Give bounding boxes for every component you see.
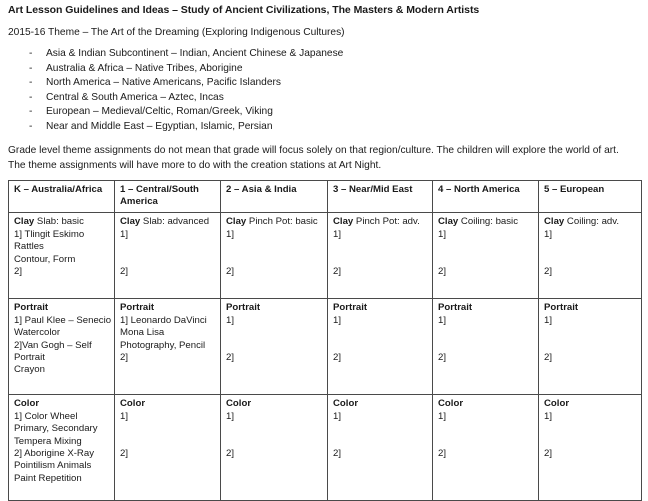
cell-category-label: Color (544, 398, 570, 410)
cell-heading (544, 216, 637, 228)
cell-detail-line: Photography, Pencil (120, 339, 206, 351)
cell-detail-line: 1] (333, 228, 342, 240)
table-row (9, 213, 642, 299)
cell-spacer-line (544, 327, 637, 339)
cell-detail-line: 2] (333, 265, 342, 277)
cell-heading (333, 302, 428, 314)
table-cell (115, 395, 221, 501)
cell-detail-line: Tempera Mixing (14, 435, 82, 447)
region-bullet-label: European – Medieval/Celtic, Roman/Greek, Viking (46, 106, 273, 118)
table-cell (9, 395, 115, 501)
cell-heading (226, 302, 323, 314)
cell-category-label: Portrait (438, 302, 473, 314)
cell-spacer-line (226, 340, 323, 352)
cell-category-label: Color (120, 398, 146, 410)
cell-spacer-line (333, 423, 428, 435)
cell-category-label: Portrait (226, 302, 261, 314)
cell-category-label: Portrait (544, 302, 579, 314)
cell-detail-line: 1] (226, 410, 235, 422)
cell-heading (120, 398, 216, 410)
region-bullet-list (8, 47, 641, 135)
table-row (9, 299, 642, 395)
cell-detail-line: 2] (14, 266, 23, 277)
cell-heading (226, 216, 323, 228)
cell-detail-line: Watercolor (14, 327, 61, 339)
bullet-dash-marker: - (29, 120, 33, 132)
bullet-dash-marker: - (29, 91, 33, 103)
cell-spacer-line (120, 436, 216, 448)
cell-detail-line: 2] (226, 351, 235, 363)
region-bullet-item (8, 120, 641, 135)
cell-category-label: Portrait (14, 302, 49, 314)
cell-category-label: Clay (333, 216, 354, 228)
table-cell (115, 213, 221, 299)
cell-detail-line: 1] (544, 228, 553, 240)
region-bullet-item (8, 47, 641, 62)
cell-spacer-line (438, 423, 534, 435)
cell-detail-line: 1] Leonardo DaVinci (120, 314, 207, 326)
cell-technique-label: Coiling: basic (458, 216, 518, 228)
cell-detail-line: 2] Aborigine X-Ray (14, 448, 94, 459)
cell-heading (14, 216, 110, 228)
cell-technique-label: Coiling: adv. (564, 216, 620, 228)
cell-detail-line: 1] (438, 314, 447, 326)
region-bullet-label: North America – Native Americans, Pacific Islanders (46, 77, 281, 89)
cell-category-label: Color (226, 398, 252, 410)
cell-heading (544, 302, 637, 314)
cell-detail-line: Portrait (14, 352, 45, 363)
cell-detail-line: 1] (544, 410, 553, 422)
cell-heading (438, 302, 534, 314)
table-cell (328, 213, 433, 299)
cell-detail-line: 2] (226, 447, 235, 459)
cell-heading (438, 398, 534, 410)
cell-detail-line: 2] (333, 351, 342, 363)
cell-spacer-line (120, 254, 216, 266)
bullet-dash-marker: - (29, 106, 33, 118)
cell-detail-line: Mona Lisa (120, 327, 165, 339)
region-bullet-label: Australia & Africa – Native Tribes, Aborigine (46, 62, 243, 74)
table-cell (433, 395, 539, 501)
cell-spacer-line (226, 241, 323, 253)
table-cell (115, 299, 221, 395)
column-header: K – Australia/Africa (9, 180, 115, 213)
cell-spacer-line (544, 241, 637, 253)
cell-category-label: Color (333, 398, 359, 410)
region-bullet-item (8, 105, 641, 120)
table-cell (539, 299, 642, 395)
cell-spacer-line (438, 241, 534, 253)
grade-assignment-note: Grade level theme assignments do not mean that grade will focus solely on that region/culture. The children will explore the world of art. The theme assignments will have more to do with the creation stations at Art Night. (8, 144, 619, 171)
cell-heading (438, 216, 534, 228)
cell-category-label: Clay (120, 216, 141, 228)
column-header: 1 – Central/South America (115, 180, 221, 213)
table-body (9, 213, 642, 501)
cell-detail-line: 2] (544, 265, 553, 277)
theme-subtitle: 2015-16 Theme – The Art of the Dreaming (Exploring Indigenous Cultures) (8, 27, 345, 38)
cell-detail-line: 1] Tlingit Eskimo (14, 228, 85, 240)
cell-spacer-line (544, 254, 637, 266)
cell-spacer-line (544, 423, 637, 435)
table-cell (539, 395, 642, 501)
region-bullet-item (8, 76, 641, 91)
cell-heading (333, 216, 428, 228)
region-bullet-label: Central & South America – Aztec, Incas (46, 91, 224, 103)
cell-category-label: Color (14, 398, 40, 410)
cell-heading (120, 302, 216, 314)
cell-detail-line: 1] (544, 314, 553, 326)
cell-detail-line: 2] (120, 265, 129, 277)
cell-heading (544, 398, 637, 410)
cell-spacer-line (333, 327, 428, 339)
cell-category-label: Clay (438, 216, 459, 228)
bullet-dash-marker: - (29, 77, 33, 89)
cell-detail-line: Crayon (14, 364, 45, 376)
cell-detail-line: Primary, Secondary (14, 423, 98, 435)
cell-detail-line: Pointilism Animals (14, 460, 92, 472)
cell-spacer-line (438, 327, 534, 339)
cell-heading (333, 398, 428, 410)
cell-detail-line: 2] (438, 447, 447, 459)
cell-detail-line: 1] Paul Klee – Senecio (14, 314, 112, 326)
cell-category-label: Portrait (333, 302, 368, 314)
table-cell (328, 299, 433, 395)
cell-spacer-line (438, 254, 534, 266)
cell-technique-label: Slab: basic (34, 216, 84, 228)
table-cell (539, 213, 642, 299)
cell-heading (14, 302, 110, 314)
table-row (9, 395, 642, 501)
cell-detail-line: 1] (120, 228, 129, 240)
table-cell (9, 299, 115, 395)
region-bullet-item (8, 62, 641, 77)
cell-detail-line: 2] (438, 351, 447, 363)
cell-heading (226, 398, 323, 410)
cell-spacer-line (333, 340, 428, 352)
cell-spacer-line (333, 254, 428, 266)
cell-spacer-line (120, 423, 216, 435)
region-bullet-item (8, 91, 641, 106)
lesson-matrix-table (8, 180, 642, 501)
cell-detail-line: Rattles (14, 241, 44, 253)
column-header: 4 – North America (433, 180, 539, 213)
cell-detail-line: 2] (333, 447, 342, 459)
region-bullet-label: Asia & Indian Subcontinent – Indian, Ancient Chinese & Japanese (46, 48, 344, 59)
cell-spacer-line (438, 436, 534, 448)
table-cell (433, 213, 539, 299)
cell-spacer-line (333, 436, 428, 448)
cell-detail-line: 2] (438, 265, 447, 277)
cell-detail-line: 1] (226, 314, 235, 326)
cell-detail-line: 2]Van Gogh – Self (14, 339, 92, 351)
cell-detail-line: 2] (120, 447, 129, 459)
column-header: 3 – Near/Mid East (328, 180, 433, 213)
page-title: Art Lesson Guidelines and Ideas – Study of Ancient Civilizations, The Masters & Modern Artists (8, 4, 480, 16)
table-cell (328, 395, 433, 501)
cell-category-label: Clay (14, 216, 35, 228)
cell-heading (120, 216, 216, 228)
table-header-row (9, 180, 642, 213)
cell-category-label: Clay (544, 216, 565, 228)
cell-spacer-line (226, 436, 323, 448)
cell-spacer-line (544, 340, 637, 352)
cell-detail-line: 2] (226, 265, 235, 277)
table-cell (221, 395, 328, 501)
cell-detail-line: 1] (438, 410, 447, 422)
cell-detail-line: 2] (120, 352, 129, 363)
cell-detail-line: Paint Repetition (14, 472, 82, 484)
cell-heading (14, 398, 110, 410)
cell-category-label: Color (438, 398, 464, 410)
cell-category-label: Clay (226, 216, 247, 228)
table-cell (221, 299, 328, 395)
column-header: 5 – European (539, 180, 642, 213)
cell-spacer-line (226, 254, 323, 266)
bullet-dash-marker: - (29, 48, 33, 59)
cell-spacer-line (226, 423, 323, 435)
cell-spacer-line (333, 241, 428, 253)
cell-detail-line: 1] (120, 410, 129, 422)
cell-spacer-line (438, 340, 534, 352)
table-cell (9, 213, 115, 299)
cell-detail-line: 2] (544, 351, 553, 363)
cell-detail-line: 1] (333, 410, 342, 422)
cell-spacer-line (544, 436, 637, 448)
cell-detail-line: 1] (438, 228, 447, 240)
cell-technique-label: Pinch Pot: adv. (353, 216, 420, 228)
cell-technique-label: Pinch Pot: basic (246, 216, 318, 228)
table-cell (433, 299, 539, 395)
column-header: 2 – Asia & India (221, 180, 328, 213)
table-cell (221, 213, 328, 299)
cell-spacer-line (120, 241, 216, 253)
cell-detail-line: 2] (544, 447, 553, 459)
cell-category-label: Portrait (120, 302, 155, 314)
cell-detail-line: 1] Color Wheel (14, 410, 78, 422)
cell-detail-line: Contour, Form (14, 253, 76, 265)
cell-technique-label: Slab: advanced (140, 216, 210, 228)
bullet-dash-marker: - (29, 62, 33, 74)
table-header (9, 180, 642, 213)
cell-detail-line: 1] (333, 314, 342, 326)
cell-spacer-line (226, 327, 323, 339)
cell-detail-line: 1] (226, 228, 235, 240)
region-bullet-label: Near and Middle East – Egyptian, Islamic, Persian (46, 120, 273, 132)
